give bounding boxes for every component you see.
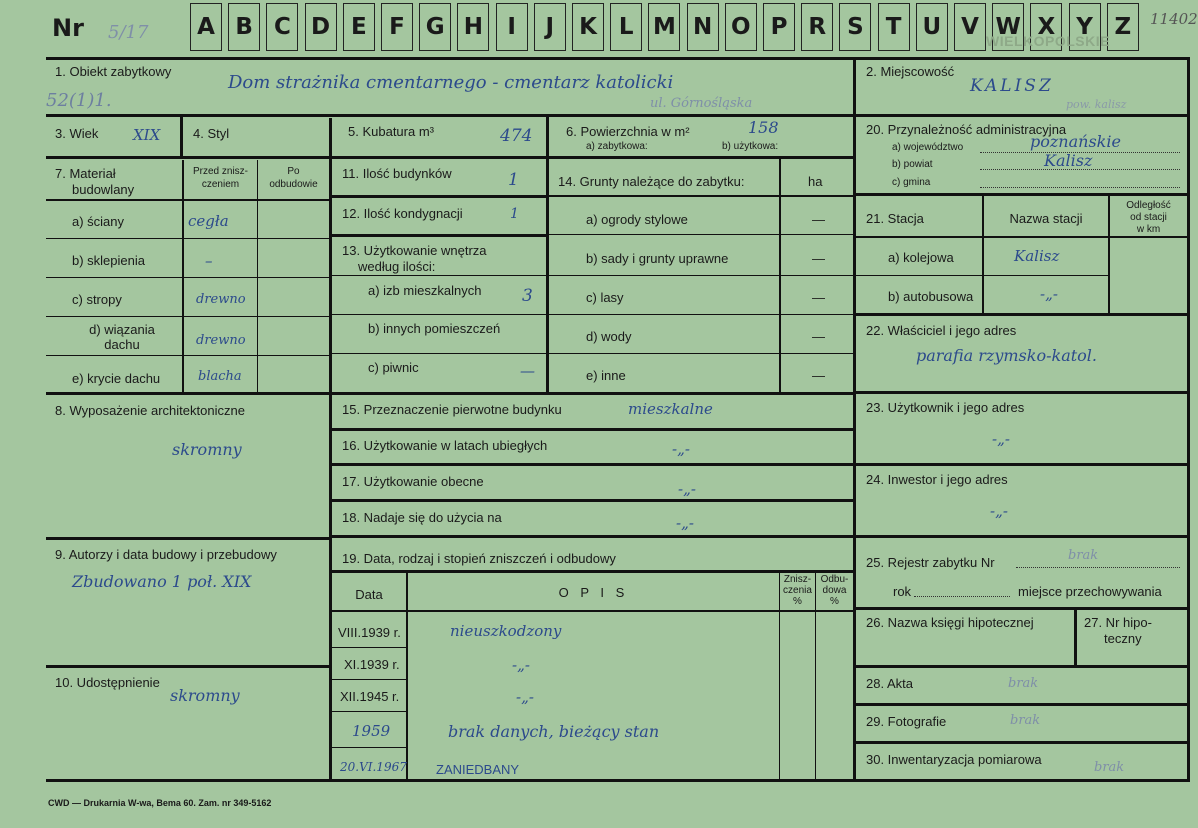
field-30-label: 30. Inwentaryzacja pomiarowa [866, 752, 1042, 767]
field-7-col-before-2: czeniem [201, 179, 240, 190]
field-28-value: brak [1008, 676, 1039, 691]
field-19-col-od-2: dowa [822, 585, 847, 596]
field-20-b-value: Kalisz [1044, 151, 1093, 170]
field-25-value: brak [1068, 548, 1099, 563]
field-14-b: b) sady i grunty uprawne [586, 251, 729, 266]
field-21-label: 21. Stacja [866, 211, 924, 226]
field-19-row-4-opis: brak danych, bieżący stan [448, 722, 660, 741]
printer-footer: CWD — Drukarnia W-wa, Bema 60. Zam. nr 349-5162 [48, 798, 272, 808]
field-19-row-5-date: 20.VI.1967 [340, 760, 407, 774]
field-25-miejsce: miejsce przechowywania [1018, 584, 1162, 599]
field-22-value: parafia rzymsko-katol. [916, 346, 1097, 365]
field-1-label: 1. Obiekt zabytkowy [55, 64, 172, 79]
letter-box-e: E [343, 3, 375, 51]
field-14-a: a) ogrody stylowe [586, 212, 688, 227]
field-19-row-3-opis: -„- [516, 688, 534, 706]
letter-box-v: V [954, 3, 986, 51]
field-14-d: d) wody [586, 329, 632, 344]
field-7-row-a-label: a) ściany [72, 214, 125, 229]
field-15-value: mieszkalne [628, 400, 713, 418]
letter-box-i: I [496, 3, 528, 51]
field-13-label-1: 13. Użytkowanie wnętrza [342, 243, 487, 258]
field-14-a-value: — [812, 212, 825, 227]
field-6-value: 158 [748, 118, 779, 137]
field-22-label: 22. Właściciel i jego adres [866, 323, 1017, 338]
field-11-label: 11. Ilość budynków [342, 166, 452, 181]
field-21-col-dist-2: od stacji [1130, 212, 1167, 223]
field-24-label: 24. Inwestor i jego adres [866, 472, 1008, 487]
field-20-c: c) gmina [892, 177, 931, 188]
field-1-left-note: 52(1)1. [46, 90, 112, 111]
letter-box-r: R [801, 3, 833, 51]
field-3-label: 3. Wiek [55, 126, 99, 141]
corner-note: 11402 [1150, 10, 1198, 28]
letter-box-h: H [457, 3, 489, 51]
field-19-row-2-date: XI.1939 r. [344, 657, 400, 672]
field-30-value: brak [1094, 760, 1125, 775]
field-14-e-value: — [812, 368, 825, 383]
field-6-a: a) zabytkowa: [586, 141, 648, 152]
field-19-col-od-1: Odbu- [820, 574, 849, 585]
field-9-value: Zbudowano 1 poł. XIX [72, 572, 252, 591]
field-19-col-opis: O P I S [558, 585, 629, 600]
letter-box-b: B [228, 3, 260, 51]
field-1-value: Dom strażnika cmentarnego - cmentarz katolicki [228, 72, 674, 93]
field-4-label: 4. Styl [193, 126, 230, 141]
letter-box-n: N [687, 3, 719, 51]
letter-box-s: S [839, 3, 871, 51]
field-19-row-3-date: XII.1945 r. [340, 689, 400, 704]
letter-box-x: X [1030, 3, 1062, 51]
field-9-label: 9. Autorzy i data budowy i przebudowy [55, 547, 277, 562]
letter-box-c: C [266, 3, 298, 51]
field-19-col-zn-1: Znisz- [783, 574, 812, 585]
field-17-value: -„- [678, 480, 696, 498]
field-14-unit: ha [808, 174, 823, 189]
field-18-label: 18. Nadaje się do użycia na [342, 510, 502, 525]
field-23-label: 23. Użytkownik i jego adres [866, 400, 1025, 415]
field-7-col-after-2: odbudowie [269, 179, 318, 190]
field-2-note: pow. kalisz [1066, 98, 1127, 111]
field-7-row-d-label-2: dachu [104, 337, 140, 352]
field-14-c: c) lasy [586, 290, 624, 305]
field-21-rail: a) kolejowa [888, 250, 954, 265]
field-21-bus-value: -„- [1040, 285, 1058, 303]
field-7-row-b-label: b) sklepienia [72, 253, 145, 268]
field-20-b: b) powiat [892, 159, 933, 170]
letter-box-l: L [610, 3, 642, 51]
field-7-row-c-label: c) stropy [72, 292, 122, 307]
letter-box-z: Z [1107, 3, 1139, 51]
field-8-label: 8. Wyposażenie architektoniczne [55, 403, 245, 418]
field-2-value: KALISZ [970, 76, 1054, 96]
field-17-label: 17. Użytkowanie obecne [342, 474, 484, 489]
letter-box-m: M [648, 3, 680, 51]
field-11-value: 1 [508, 170, 519, 190]
field-13-a-value: 3 [522, 286, 533, 306]
field-7-row-d-label-1: d) wiązania [89, 322, 155, 337]
letter-box-u: U [916, 3, 948, 51]
letter-box-k: K [572, 3, 604, 51]
field-20-a-value: poznańskie [1030, 132, 1121, 151]
field-14-d-value: — [812, 329, 825, 344]
field-5-label: 5. Kubatura m³ [348, 124, 434, 139]
letter-box-t: T [878, 3, 910, 51]
field-16-label: 16. Użytkowanie w latach ubiegłych [342, 438, 548, 453]
field-7-row-e-label: e) krycie dachu [72, 371, 161, 386]
field-8-value: skromny [172, 440, 242, 459]
field-16-value: -„- [672, 440, 690, 458]
field-27-label-2: teczny [1104, 631, 1142, 646]
field-26-label: 26. Nazwa księgi hipotecznej [866, 615, 1034, 630]
field-14-e: e) inne [586, 368, 626, 383]
field-21-col-name: Nazwa stacji [1009, 211, 1083, 226]
field-29-label: 29. Fotografie [866, 714, 947, 729]
field-7-row-d-value: drewno [196, 333, 246, 348]
field-28-label: 28. Akta [866, 676, 913, 691]
field-7-row-c-value: drewno [196, 292, 246, 307]
field-7-col-after-1: Po [287, 166, 300, 177]
field-19-row-1-opis: nieuszkodzony [450, 622, 562, 640]
field-21-col-dist-1: Odległość [1126, 200, 1171, 211]
field-15-label: 15. Przeznaczenie pierwotne budynku [342, 402, 562, 417]
letter-box-g: G [419, 3, 451, 51]
field-6-label: 6. Powierzchnia w m² [566, 124, 690, 139]
field-13-label-2: według ilości: [358, 259, 436, 274]
field-12-label: 12. Ilość kondygnacji [342, 206, 463, 221]
field-10-value: skromny [170, 686, 240, 705]
field-20-a: a) województwo [892, 142, 964, 153]
field-25-label: 25. Rejestr zabytku Nr [866, 555, 995, 570]
field-29-value: brak [1010, 713, 1041, 728]
field-10-label: 10. Udostępnienie [55, 675, 160, 690]
field-2-label: 2. Miejscowość [866, 64, 955, 79]
field-6-b: b) użytkowa: [722, 141, 779, 152]
field-19-col-zn-2: czenia [783, 585, 812, 596]
letter-box-j: J [534, 3, 566, 51]
field-14-c-value: — [812, 290, 825, 305]
field-7-label-2: budowlany [72, 182, 135, 197]
field-7-label-1: 7. Materiał [55, 166, 116, 181]
field-19-row-5-opis: ZANIEDBANY [436, 762, 520, 777]
field-7-row-b-value: – [205, 252, 213, 270]
letter-box-w: W [992, 3, 1024, 51]
letter-box-a: A [190, 3, 222, 51]
field-5-value: 474 [500, 126, 533, 146]
field-7-col-before-1: Przed znisz- [192, 166, 248, 177]
field-20-label: 20. Przynależność administracyjna [866, 122, 1067, 137]
letter-box-d: D [305, 3, 337, 51]
field-21-col-dist-3: w km [1136, 224, 1161, 235]
field-25-rok: rok [893, 584, 912, 599]
field-3-value: XIX [133, 126, 161, 144]
field-14-b-value: — [812, 251, 825, 266]
nr-value: 5/17 [108, 22, 149, 43]
nr-label: Nr [52, 14, 84, 42]
field-21-bus: b) autobusowa [888, 289, 974, 304]
field-19-col-date: Data [355, 587, 383, 602]
field-13-c: c) piwnic [368, 360, 419, 375]
field-13-a: a) izb mieszkalnych [368, 283, 482, 298]
field-18-value: -„- [676, 514, 694, 532]
letter-box-o: O [725, 3, 757, 51]
field-24-value: -„- [990, 502, 1008, 520]
field-1-value-2: ul. Górnośląska [650, 96, 753, 111]
field-7-row-e-value: blacha [198, 369, 242, 384]
field-19-col-zn-3: % [793, 596, 802, 607]
field-19-col-od-3: % [830, 596, 839, 607]
letter-box-p: P [763, 3, 795, 51]
field-19-row-4-date: 1959 [352, 722, 391, 740]
field-19-row-1-date: VIII.1939 r. [338, 625, 401, 640]
field-14-label: 14. Grunty należące do zabytku: [558, 174, 745, 189]
field-7-row-a-value: cegła [188, 212, 229, 230]
field-13-c-value: — [520, 362, 535, 380]
letter-box-y: Y [1069, 3, 1101, 51]
field-12-value: 1 [510, 206, 519, 222]
field-19-label: 19. Data, rodzaj i stopień zniszczeń i odbudowy [342, 551, 616, 566]
field-19-row-2-opis: -„- [512, 656, 530, 674]
field-13-b: b) innych pomieszczeń [368, 321, 501, 336]
field-27-label-1: 27. Nr hipo- [1084, 615, 1152, 630]
field-21-rail-value: Kalisz [1014, 247, 1060, 265]
letter-box-f: F [381, 3, 413, 51]
stamp: WIELKOPOLSKIE [986, 33, 1110, 49]
field-23-value: -„- [992, 430, 1010, 448]
